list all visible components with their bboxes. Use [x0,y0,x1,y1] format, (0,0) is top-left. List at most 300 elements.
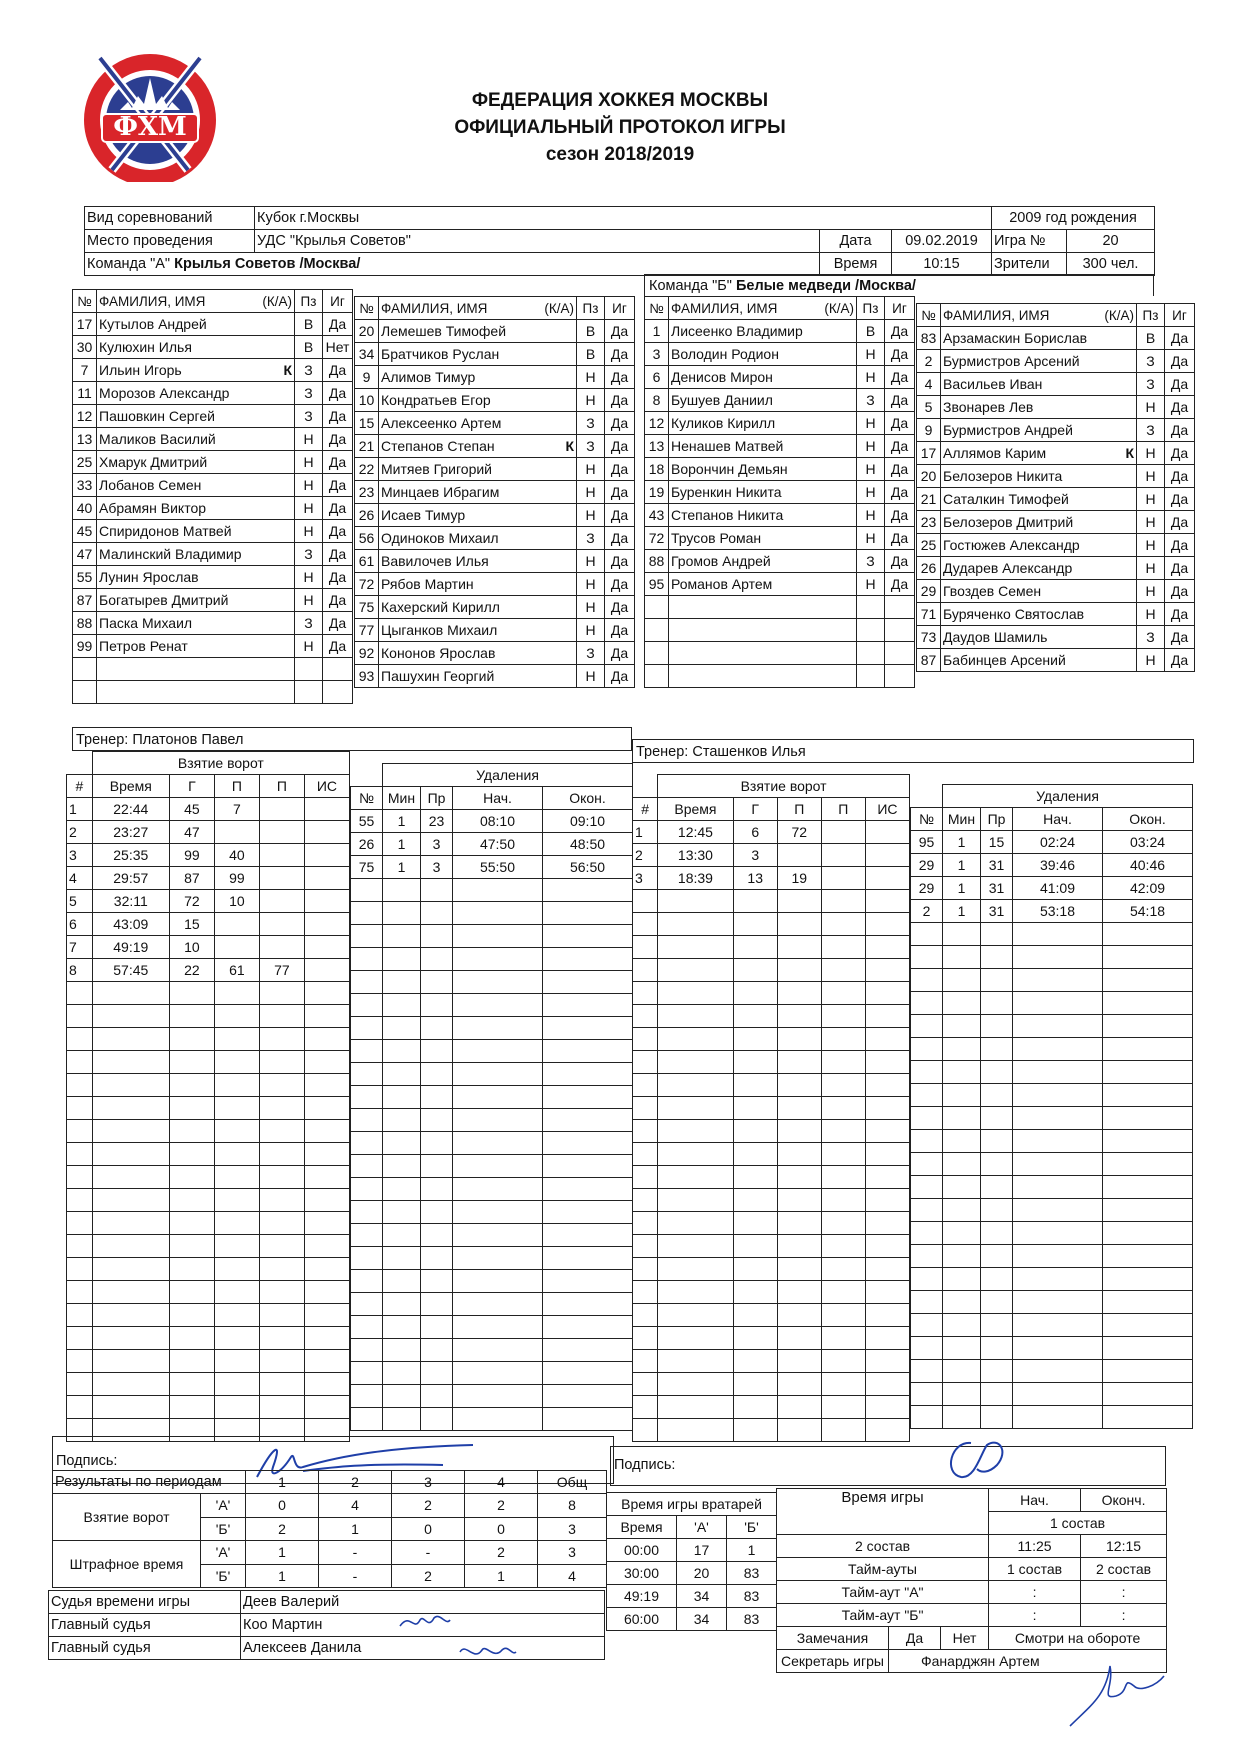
player-number: 34 [355,343,379,366]
pen-s [453,1408,543,1431]
goal-is [865,959,909,982]
player-name-cell [379,527,577,550]
pen-e [543,1086,633,1109]
pen-n: 75 [351,856,383,879]
spectators-value: 300 чел. [1067,253,1155,276]
pen-n [351,1201,383,1224]
player-name-cell [669,320,857,343]
goal-t: 18:39 [658,867,734,890]
roster-header-name [941,304,1137,327]
player-name: Ненашев Матвей [671,438,784,454]
pen-s [1013,1337,1103,1360]
player-position [857,642,885,665]
signature-b [610,1446,1166,1486]
goalie-row-time: 60:00 [607,1608,677,1631]
player-played [885,619,915,642]
goal-a1 [777,1166,821,1189]
penalty-row [351,1385,633,1408]
timeout-b-1: : [989,1604,1081,1627]
player-played: Да [323,589,353,612]
goal-a2 [259,1166,304,1189]
player-name-cell [669,527,857,550]
goal-row [633,1097,910,1120]
penalty-row [351,902,633,925]
pen-s [1013,923,1103,946]
player-position: З [1137,350,1165,373]
goal-g [733,1419,777,1442]
goals-a-p4: 2 [465,1494,538,1518]
goal-a1 [777,1143,821,1166]
pen-m [943,969,981,992]
captain-mark: К [565,438,574,454]
penalty-row [911,1176,1193,1199]
pen-pr [421,1040,453,1063]
pen-e: 56:50 [543,856,633,879]
goal-is [865,936,909,959]
player-played: Да [1165,419,1195,442]
player-position: З [577,642,605,665]
player-position: Н [577,619,605,642]
roster-header-name [379,297,577,320]
player-position [857,619,885,642]
goal-a1: 61 [214,959,259,982]
pen-n [351,1362,383,1385]
roster-header-num: № [645,297,669,320]
player-name: Кулюхин Илья [99,339,192,355]
pen-m [943,1107,981,1130]
pen-e [1103,1061,1193,1084]
pen-pr [981,1222,1013,1245]
goal-a1 [777,1097,821,1120]
goal-a2 [259,1396,304,1419]
roster-row [73,451,353,474]
player-played: Да [1165,649,1195,672]
pen-n: 26 [351,833,383,856]
remarks-label: Замечания [777,1627,889,1650]
goal-row [67,844,350,867]
goal-t [92,1396,169,1419]
player-position: Н [295,497,323,520]
pen-n [351,1247,383,1270]
player-name-cell [97,543,295,566]
goal-t [92,1074,169,1097]
pen-m [383,1086,421,1109]
player-name: Белозеров Никита [943,468,1063,484]
roster-row [917,442,1195,465]
player-name-cell [379,458,577,481]
penalty-row [351,1086,633,1109]
roster-row [645,596,915,619]
player-name: Степанов Степан [381,438,495,454]
pen-e [1103,1015,1193,1038]
player-number: 72 [355,573,379,596]
player-number: 25 [917,534,941,557]
player-position: В [857,320,885,343]
roster-row [645,389,915,412]
goal-a1 [777,913,821,936]
player-played: Да [323,382,353,405]
goal-g [733,1005,777,1028]
player-name: Кононов Ярослав [381,645,496,661]
player-number: 47 [73,543,97,566]
goal-a1 [777,1396,821,1419]
roster-row [917,465,1195,488]
goal-row [633,1235,910,1258]
pen-m [383,994,421,1017]
pen-m [943,1406,981,1429]
pen-m [943,946,981,969]
pen-e [543,1178,633,1201]
roster-row [73,635,353,658]
goal-g [169,1051,214,1074]
player-name: Алексеенко Артем [381,415,502,431]
goal-a2 [821,1281,865,1304]
goal-is [304,1350,349,1373]
roster-row [73,382,353,405]
player-position: Н [1137,649,1165,672]
roster-row [645,504,915,527]
goal-is [865,1281,909,1304]
pen-n [351,1270,383,1293]
goals-b-label: 'Б' [201,1517,246,1541]
captain-mark: К [1125,445,1134,461]
player-position [295,681,323,704]
goal-is [304,1074,349,1097]
goal-g [733,1258,777,1281]
roster-header-played: Иг [323,290,353,313]
player-played: Да [885,435,915,458]
goals-blank [633,775,658,798]
player-position: З [577,435,605,458]
pen-e [1103,1314,1193,1337]
goal-is [865,1189,909,1212]
doc-title-1: ФЕДЕРАЦИЯ ХОККЕЯ МОСКВЫ [471,90,769,111]
player-name-cell [97,405,295,428]
player-name: Лобанов Семен [99,477,202,493]
penalty-row [351,1109,633,1132]
goal-i [67,1212,93,1235]
player-number [645,619,669,642]
timeout-a-label: Тайм-аут "А" [777,1581,989,1604]
goal-g [169,1396,214,1419]
goal-a2 [821,1074,865,1097]
period-results-table [52,1470,607,1588]
penalty-row [351,1339,633,1362]
goal-a2 [259,867,304,890]
penalty-row [911,900,1193,923]
roster-row [645,573,915,596]
goal-i [633,1120,658,1143]
goal-a2 [821,1005,865,1028]
pen-pr: 31 [981,877,1013,900]
goal-a1 [777,1419,821,1442]
goal-row [67,867,350,890]
goal-row [67,1166,350,1189]
goal-is [304,1166,349,1189]
player-played: Да [1165,350,1195,373]
player-number: 20 [355,320,379,343]
penalty-row [351,1247,633,1270]
goal-t [92,1028,169,1051]
goal-i [633,1074,658,1097]
goal-a2 [821,1350,865,1373]
player-name-cell [97,635,295,658]
player-position: З [1137,626,1165,649]
goal-row [67,1258,350,1281]
birth-year: 2009 год рождения [992,207,1155,230]
player-name-cell [669,619,857,642]
penalty-row [911,1291,1193,1314]
goal-t: 29:57 [92,867,169,890]
goal-t [92,1120,169,1143]
pen-header-num: № [911,808,943,831]
goal-g [733,959,777,982]
player-name: Громов Андрей [671,553,771,569]
goal-row [67,1350,350,1373]
goal-t [92,1051,169,1074]
pen-n [351,1224,383,1247]
goal-a1 [214,1304,259,1327]
goal-a2 [821,1327,865,1350]
pen-s [1013,1360,1103,1383]
pen-s [453,1063,543,1086]
pen-m [943,1291,981,1314]
pen-pr [981,1061,1013,1084]
goal-a1 [214,1143,259,1166]
pen-e [1103,1222,1193,1245]
player-position: Н [295,451,323,474]
player-played: Да [1165,557,1195,580]
shift2-label: 2 состав [777,1535,989,1558]
goal-row [67,1281,350,1304]
goal-g [733,1212,777,1235]
player-number: 71 [917,603,941,626]
penalties-table-team-b [910,784,1193,1429]
goal-t [658,1143,734,1166]
player-position: В [295,336,323,359]
player-played: Да [885,550,915,573]
player-position: В [1137,327,1165,350]
goal-a1 [777,1189,821,1212]
roster-row [73,681,353,704]
pen-s [453,1339,543,1362]
goal-row [67,1143,350,1166]
pen-n [351,1408,383,1431]
goal-t [92,1373,169,1396]
roster-row [917,350,1195,373]
goal-a1 [214,1120,259,1143]
goal-is [865,867,909,890]
pen-m [383,1040,421,1063]
player-name-cell [669,596,857,619]
player-position: Н [1137,511,1165,534]
pen-n [911,1038,943,1061]
player-number: 25 [73,451,97,474]
pen-n: 95 [911,831,943,854]
goal-t [92,1166,169,1189]
player-position: Н [577,573,605,596]
goal-row [67,1396,350,1419]
roster-row [645,619,915,642]
goal-a2 [259,1074,304,1097]
goal-is [304,1097,349,1120]
player-name-cell [97,451,295,474]
player-played: Да [323,474,353,497]
goal-i [67,1258,93,1281]
pen-s [453,1362,543,1385]
roster-header-ka: (К/А) [824,300,854,316]
player-position: Н [857,412,885,435]
player-played: Да [885,389,915,412]
pen-e [1103,1130,1193,1153]
pen-m: 1 [943,854,981,877]
pen-header-end: Окон. [1103,808,1193,831]
goal-a2 [259,798,304,821]
goal-t [658,1120,734,1143]
player-number: 26 [917,557,941,580]
penalty-row [351,856,633,879]
player-number: 92 [355,642,379,665]
player-played: Да [885,458,915,481]
player-name-cell [669,642,857,665]
roster-team-b-col2 [916,303,1195,672]
pen-e [543,1224,633,1247]
secretary-label: Секретарь игры [777,1650,889,1673]
goal-a2 [821,821,865,844]
goal-row [67,1097,350,1120]
goals-b-p1: 2 [246,1517,319,1541]
player-name: Паска Михаил [99,615,193,631]
pen-e [1103,1337,1193,1360]
roster-header-num: № [355,297,379,320]
player-name: Митяев Григорий [381,461,493,477]
player-position: Н [577,366,605,389]
goal-a1 [777,1327,821,1350]
player-name-cell [669,366,857,389]
player-name-cell [669,665,857,688]
pen-e [543,1132,633,1155]
goal-a1 [777,1028,821,1051]
player-name-cell [941,511,1137,534]
goal-row [67,1327,350,1350]
player-played: Да [885,366,915,389]
pen-s [1013,1222,1103,1245]
player-position [295,658,323,681]
pen-n [911,1268,943,1291]
goal-a1: 72 [777,821,821,844]
pim-b-label: 'Б' [201,1564,246,1588]
goal-g: 15 [169,913,214,936]
goal-row [633,1074,910,1097]
pen-m [943,1383,981,1406]
goal-g [733,1281,777,1304]
pen-s [1013,1383,1103,1406]
roster-team-b-col1 [644,296,915,688]
player-name: Бурмистров Андрей [943,422,1073,438]
player-position [857,665,885,688]
goal-t [658,1258,734,1281]
goal-i [633,1396,658,1419]
pen-blank [351,764,383,787]
goal-a2 [259,1281,304,1304]
shift2-start: 11:25 [989,1535,1081,1558]
player-played: Да [605,320,635,343]
pen-s: 47:50 [453,833,543,856]
goal-is [865,1304,909,1327]
player-name: Аллямов Карим [943,445,1047,461]
player-name: Звонарев Лев [943,399,1034,415]
roster-row [645,412,915,435]
pen-n [911,1291,943,1314]
player-played: Да [1165,534,1195,557]
goal-row [67,1189,350,1212]
goal-a2 [259,1143,304,1166]
game-no-label: Игра № [992,230,1067,253]
goal-is [865,913,909,936]
roster-row [355,596,635,619]
pen-m [383,971,421,994]
goal-a2 [259,821,304,844]
goalie-row-a: 34 [677,1608,727,1631]
goal-a2 [259,1051,304,1074]
goal-a2 [821,844,865,867]
goal-i [67,1143,93,1166]
game-time-end-label: Оконч. [1081,1489,1167,1512]
pen-n [911,1337,943,1360]
penalty-row [351,1132,633,1155]
goal-is [865,1396,909,1419]
player-number: 75 [355,596,379,619]
goal-g [169,1189,214,1212]
goal-g [169,1074,214,1097]
goal-is [304,844,349,867]
roster-header-ka: (К/А) [544,300,574,316]
pen-s [453,1017,543,1040]
pen-n: 55 [351,810,383,833]
goal-is [304,798,349,821]
pen-pr: 3 [421,833,453,856]
player-position: В [295,313,323,336]
goal-a1 [214,1074,259,1097]
pen-n [911,1084,943,1107]
goal-is [865,1097,909,1120]
player-number: 72 [645,527,669,550]
penalty-row [911,1383,1193,1406]
goal-is [865,1166,909,1189]
player-name-cell [97,336,295,359]
pen-header-end: Окон. [543,787,633,810]
goal-row [633,982,910,1005]
goal-row [633,1189,910,1212]
goal-is [304,1189,349,1212]
pen-n [911,1176,943,1199]
shift1-label: 1 состав [989,1512,1167,1535]
pen-pr [421,1362,453,1385]
penalty-row [911,1245,1193,1268]
player-number: 40 [73,497,97,520]
penalty-row [351,1017,633,1040]
goal-is [865,1120,909,1143]
team-b-header [644,274,1154,296]
roster-row [645,642,915,665]
player-name-cell [379,665,577,688]
player-played: Да [885,343,915,366]
player-played: Да [605,642,635,665]
player-number: 4 [917,373,941,396]
player-name: Спиридонов Матвей [99,523,232,539]
pen-s [453,1155,543,1178]
pen-m [383,1201,421,1224]
